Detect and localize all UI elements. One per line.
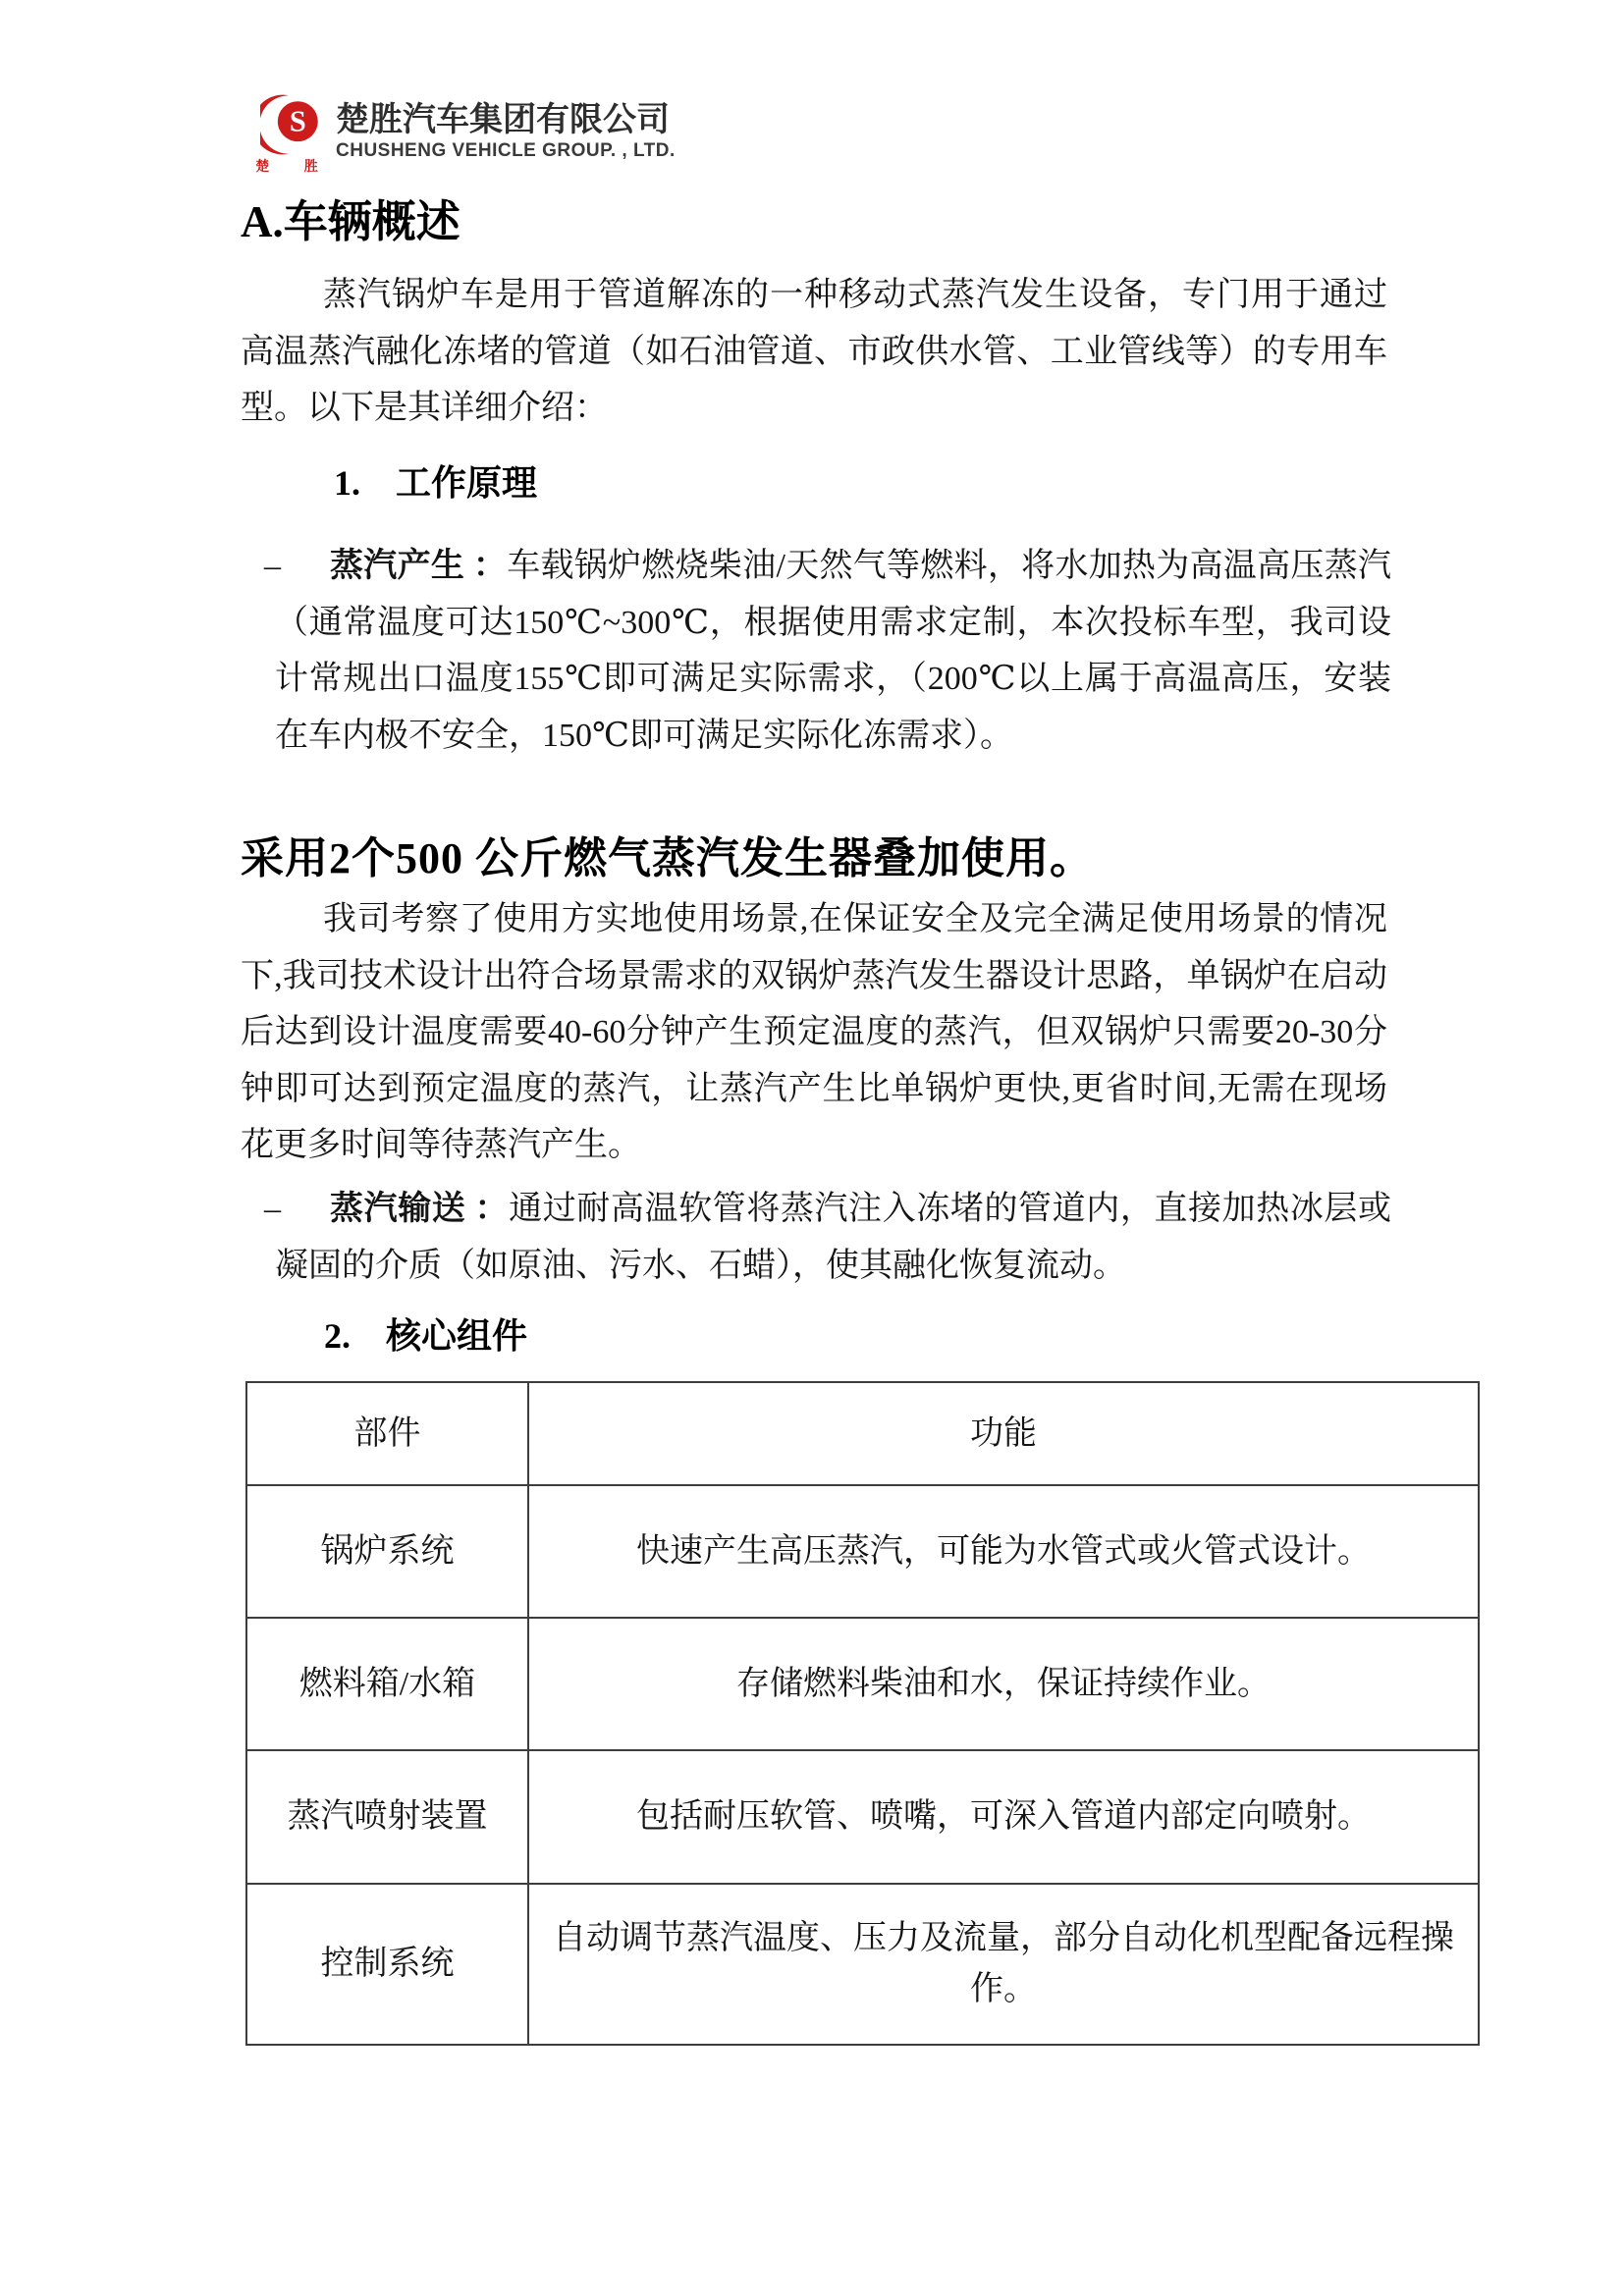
- dual-boiler-paragraph: 我司考察了使用方实地使用场景,在保证安全及完全满足使用场景的情况下,我司技术设计出符合场景需求的双锅炉蒸汽发生器设计思路，单锅炉在启动后达到设计温度需要40-60分钟产生预定温度的蒸汽，但双锅炉只需要20-30分钟即可达到预定温度的蒸汽，让蒸汽产生比单锅炉更快,更省时间,无需在现场花更多时间等待蒸汽产生。: [241, 901, 1387, 1163]
- cell-component: 蒸汽喷射装置: [246, 1750, 528, 1884]
- table-row: [246, 1618, 1479, 1750]
- intro-paragraph: 蒸汽锅炉车是用于管道解冻的一种移动式蒸汽发生设备，专门用于通过高温蒸汽融化冻堵的管道（如石油管道、市政供水管、工业管线等）的专用车型。以下是其详细介绍：: [241, 277, 1387, 426]
- cell-function: 存储燃料柴油和水，保证持续作业。: [528, 1618, 1479, 1750]
- logo-text: [336, 94, 676, 163]
- bullet-text: 车载锅炉燃烧柴油/天然气等燃料，将水加热为高温高压蒸汽（通常温度可达150℃~300℃，根据使用需求定制，本次投标车型，我司设计常规出口温度155℃即可满足实际需求，（200℃以上属于高温高压，安装在车内极不安全，150℃即可满足实际化冻需求）。: [275, 548, 1391, 754]
- table-row: [246, 1884, 1479, 2045]
- bullet-steam-delivery: [241, 1181, 1391, 1294]
- company-logo: [257, 94, 676, 176]
- section-a-title: A.车辆概述: [241, 197, 460, 246]
- table-row: [246, 1485, 1479, 1618]
- heading-working-principle: 1. 工作原理: [334, 463, 538, 503]
- table-row: [246, 1750, 1479, 1884]
- emblem-characters: 楚 胜: [255, 160, 334, 175]
- cell-function: 包括耐压软管、喷嘴，可深入管道内部定向喷射。: [528, 1750, 1479, 1884]
- company-name-cn: 楚胜汽车集团有限公司: [336, 101, 670, 138]
- bullet-dash: –: [264, 548, 281, 584]
- cell-function: 自动调节蒸汽温度、压力及流量，部分自动化机型配备远程操作。: [528, 1884, 1479, 2045]
- cell-component: 燃料箱/水箱: [246, 1618, 528, 1750]
- bullet-term: 蒸汽产生 ：: [330, 548, 508, 584]
- header-function: 功能: [528, 1382, 1479, 1485]
- svg-text:S: S: [289, 104, 306, 138]
- bullet-text: 通过耐高温软管将蒸汽注入冻堵的管道内，直接加热冰层或凝固的介质（如原油、污水、石蜡），使其融化恢复流动。: [275, 1191, 1392, 1284]
- company-name-en: CHUSHENG VEHICLE GROUP. , LTD.: [336, 140, 676, 161]
- heading-core-components: 2. 核心组件: [324, 1316, 528, 1356]
- bullet-term: 蒸汽输送 ：: [330, 1191, 510, 1227]
- cell-component: 锅炉系统: [246, 1485, 528, 1618]
- bullet-dash: –: [264, 1191, 281, 1227]
- emphasis-heading: 采用2个500 公斤燃气蒸汽发生器叠加使用。: [241, 834, 1094, 882]
- table-header-row: [246, 1382, 1479, 1485]
- chusheng-emblem-icon: [260, 94, 325, 155]
- logo-emblem: [255, 94, 334, 176]
- header-component: 部件: [246, 1382, 528, 1485]
- core-components-table: [245, 1381, 1480, 2046]
- cell-function: 快速产生高压蒸汽，可能为水管式或火管式设计。: [528, 1485, 1479, 1618]
- bullet-steam-generation: [241, 538, 1391, 764]
- cell-component: 控制系统: [246, 1884, 528, 2045]
